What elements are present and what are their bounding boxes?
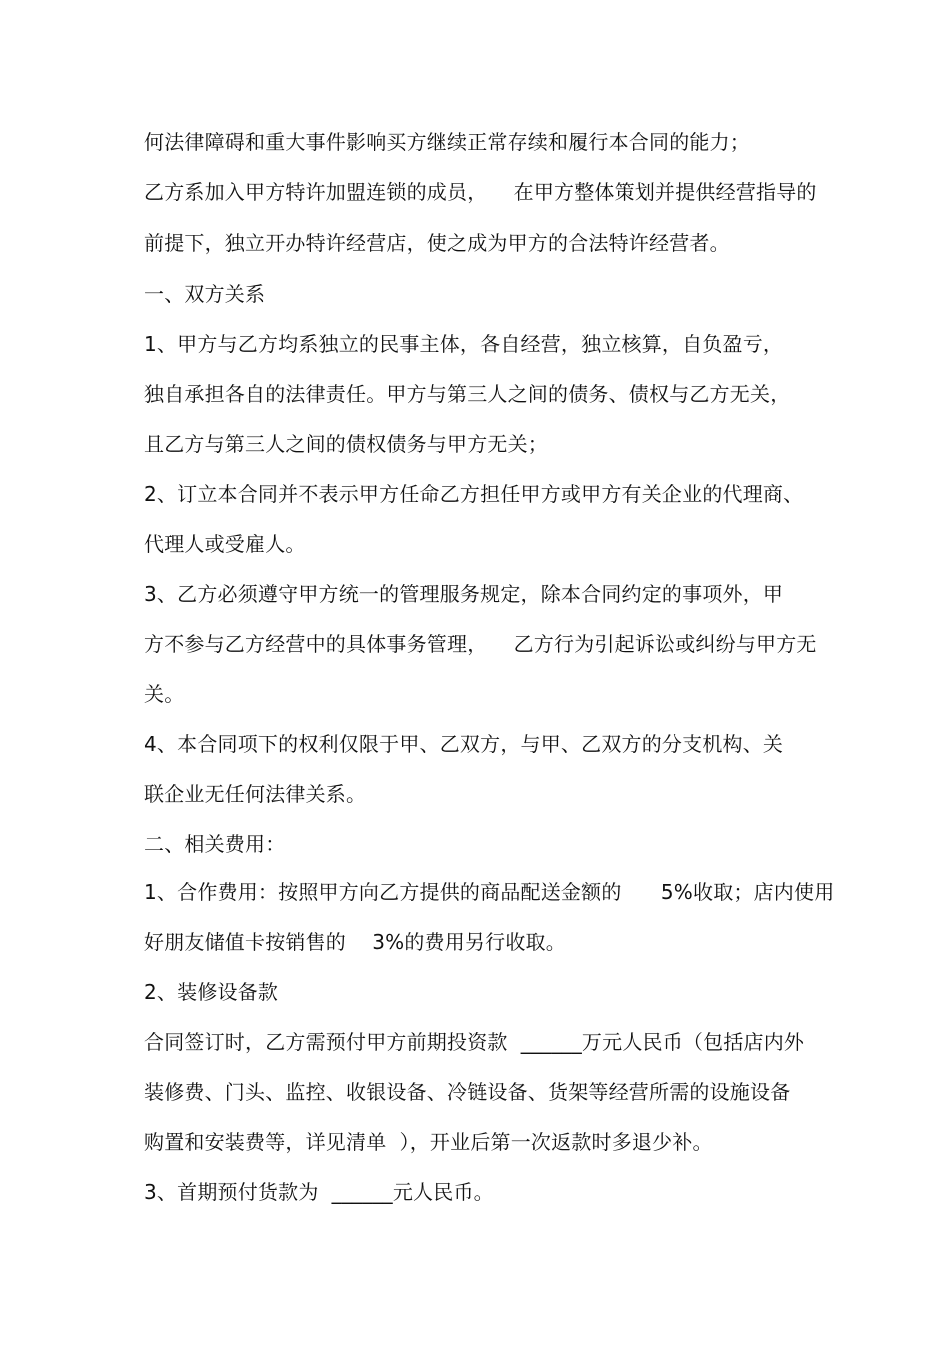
text-line: 独自承担各自的法律责任。甲方与第三人之间的债务、债权与乙方无关， — [144, 382, 791, 406]
text-line: 方不参与乙方经营中的具体事务管理， 乙方行为引起诉讼或纠纷与甲方无 — [144, 632, 817, 656]
text-line: 何法律障碍和重大事件影响买方继续正常存续和履行本合同的能力； — [144, 130, 750, 154]
text-line: 4、本合同项下的权利仅限于甲、乙双方，与甲、乙双方的分支机构、关 — [144, 732, 784, 756]
text-line: 2、装修设备款 — [144, 980, 279, 1004]
text-line: 3、首期预付货款为 ______元人民币。 — [144, 1180, 494, 1204]
text-line: 且乙方与第三人之间的债权债务与甲方无关； — [144, 432, 548, 456]
text-line: 代理人或受雇人。 — [144, 532, 306, 556]
text-line: 3、乙方必须遵守甲方统一的管理服务规定，除本合同约定的事项外，甲 — [144, 582, 784, 606]
text-line: 1、合作费用：按照甲方向乙方提供的商品配送金额的 5%收取；店内使用 — [144, 880, 835, 904]
text-line: 装修费、门头、监控、收银设备、冷链设备、货架等经营所需的设施设备 — [144, 1080, 791, 1104]
section-heading: 一、双方关系 — [144, 282, 266, 306]
text-line: 2、订立本合同并不表示甲方任命乙方担任甲方或甲方有关企业的代理商、 — [144, 482, 804, 506]
text-line: 联企业无任何法律关系。 — [144, 782, 367, 806]
text-line: 关。 — [144, 682, 185, 706]
section-heading: 二、相关费用： — [144, 832, 286, 856]
text-line: 乙方系加入甲方特许加盟连锁的成员， 在甲方整体策划并提供经营指导的 — [144, 180, 817, 204]
text-line: 1、甲方与乙方均系独立的民事主体，各自经营，独立核算，自负盈亏， — [144, 332, 784, 356]
text-line: 好朋友储值卡按销售的 3%的费用另行收取。 — [144, 930, 566, 954]
text-line: 前提下，独立开办特许经营店，使之成为甲方的合法特许经营者。 — [144, 231, 730, 255]
text-line: 购置和安装费等，详见清单 ），开业后第一次返款时多退少补。 — [144, 1130, 713, 1154]
text-line: 合同签订时，乙方需预付甲方前期投资款 ______万元人民币（包括店内外 — [144, 1030, 805, 1054]
